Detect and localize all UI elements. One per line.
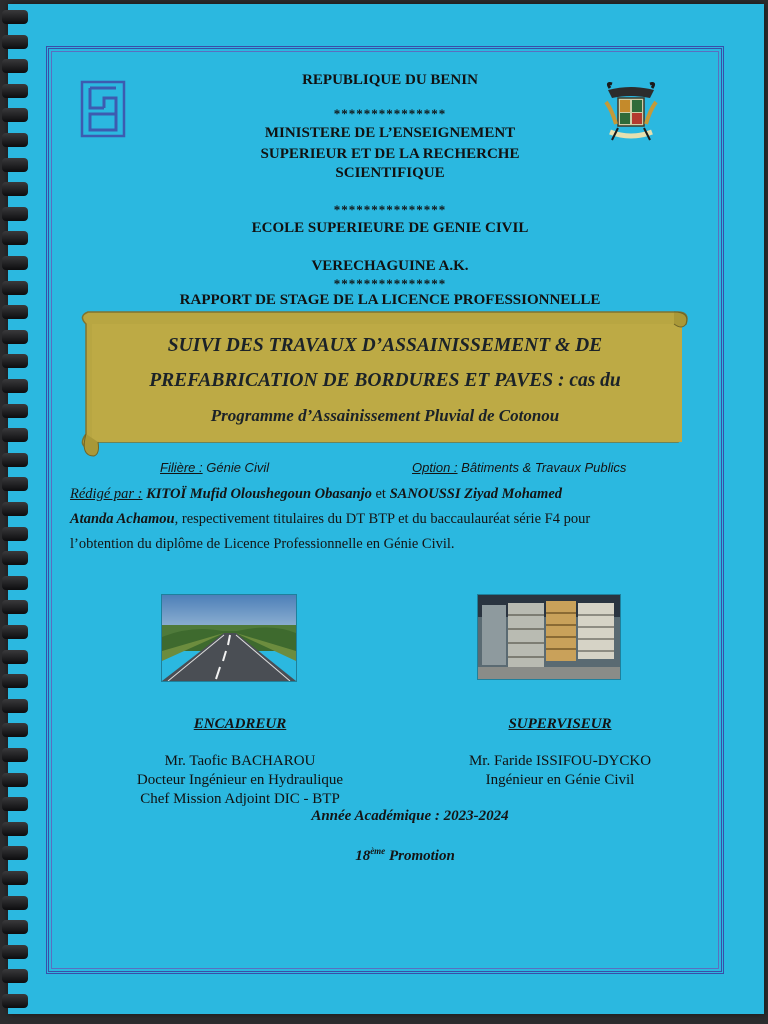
option [412, 460, 626, 475]
report-title [100, 328, 670, 433]
binding-ring [2, 453, 28, 467]
binding-ring [2, 576, 28, 590]
author-1: KITOЇ Mufid Oloushegoun Obasanjo [146, 486, 372, 502]
superviseur-title-1: Ingénieur en Génie Civil [485, 772, 635, 788]
binding-ring [2, 871, 28, 885]
binding-ring [2, 256, 28, 270]
decorative-border [46, 46, 724, 974]
superviseur-name: Mr. Faride ISSIFOU-DYCKO [468, 753, 652, 769]
report-type: RAPPORT DE STAGE DE LA LICENCE PROFESSIONNELLE [179, 292, 601, 308]
authors-line-2 [70, 511, 720, 528]
binding-ring [2, 748, 28, 762]
binding-ring [2, 527, 28, 541]
redige-label: Rédigé par : [70, 486, 143, 502]
binding-ring [2, 551, 28, 565]
binding-ring [2, 354, 28, 368]
binding-ring [2, 158, 28, 172]
binding-ring [2, 330, 28, 344]
description-2: l’obtention du diplôme de Licence Professionnelle en Génie Civil. [70, 536, 455, 552]
description-1: , respectivement titulaires du DT BTP et du baccaulauréat série F4 pour [174, 511, 591, 527]
binding-ring [2, 10, 28, 24]
binding-ring [2, 797, 28, 811]
binding-ring [2, 994, 28, 1008]
precast-yard-photo [477, 594, 621, 680]
binding-ring [2, 699, 28, 713]
binding-ring [2, 502, 28, 516]
academic-year: Année Académique : 2023-2024 [311, 808, 509, 824]
option-label: Option : [412, 460, 458, 475]
filiere-value: Génie Civil [206, 460, 270, 475]
separator: *************** [333, 106, 447, 121]
school-subtitle: VERECHAGUINE A.K. [311, 258, 469, 274]
encadreur-details [100, 752, 380, 809]
binding-ring [2, 59, 28, 73]
binding-ring [2, 920, 28, 934]
author-2: SANOUSSI Ziyad Mohamed [389, 486, 563, 502]
binding-ring [2, 305, 28, 319]
superviseur-details [430, 752, 690, 790]
road-photo [161, 594, 297, 682]
binding-ring [2, 428, 28, 442]
and-word: et [375, 486, 386, 502]
title-line-2: PREFABRICATION DE BORDURES ET PAVES : cas du [149, 370, 621, 391]
promotion [300, 846, 510, 865]
promotion-number: 18 [355, 848, 371, 864]
ministry-line-1: MINISTERE DE L’ENSEIGNEMENT [264, 125, 516, 141]
binding-ring [2, 35, 28, 49]
binding-ring [2, 674, 28, 688]
binding-ring [2, 650, 28, 664]
promotion-suffix: ème [370, 846, 386, 856]
binding-ring [2, 182, 28, 196]
binding-ring [2, 477, 28, 491]
binding-ring [2, 404, 28, 418]
separator: *************** [333, 276, 447, 291]
school-name: ECOLE SUPERIEURE DE GENIE CIVIL [251, 220, 529, 236]
binding-ring [2, 281, 28, 295]
binding-ring [2, 896, 28, 910]
encadreur-title-1: Docteur Ingénieur en Hydraulique [136, 772, 344, 788]
title-line-3: Programme d’Assainissement Pluvial de Cotonou [210, 406, 560, 425]
spiral-binding [0, 0, 30, 1024]
author-2-cont: Atanda Achamou [70, 511, 175, 527]
encadreur-title-2: Chef Mission Adjoint DIC - BTP [140, 791, 340, 807]
binding-ring [2, 822, 28, 836]
ministry-line-3: SCIENTIFIQUE [335, 165, 445, 181]
title-line-1: SUIVI DES TRAVAUX D’ASSAINISSEMENT & DE [167, 335, 603, 356]
binding-ring [2, 207, 28, 221]
encadreur-name: Mr. Taofic BACHAROU [164, 753, 316, 769]
binding-ring [2, 108, 28, 122]
option-value: Bâtiments & Travaux Publics [461, 460, 627, 475]
authors-line-1 [70, 486, 710, 503]
country-name: REPUBLIQUE DU BENIN [302, 72, 478, 88]
binding-ring [2, 231, 28, 245]
binding-ring [2, 846, 28, 860]
filiere-label: Filière : [160, 460, 203, 475]
binding-ring [2, 969, 28, 983]
binding-ring [2, 84, 28, 98]
encadreur-heading: ENCADREUR [193, 716, 287, 732]
binding-ring [2, 723, 28, 737]
binding-ring [2, 600, 28, 614]
binding-ring [2, 945, 28, 959]
binding-ring [2, 625, 28, 639]
binding-ring [2, 379, 28, 393]
superviseur-heading: SUPERVISEUR [508, 716, 612, 732]
ministry-line-2: SUPERIEUR ET DE LA RECHERCHE [260, 146, 520, 162]
binding-ring [2, 773, 28, 787]
binding-ring [2, 133, 28, 147]
separator: *************** [333, 202, 447, 217]
promotion-word: Promotion [388, 848, 455, 864]
filiere [160, 460, 269, 475]
